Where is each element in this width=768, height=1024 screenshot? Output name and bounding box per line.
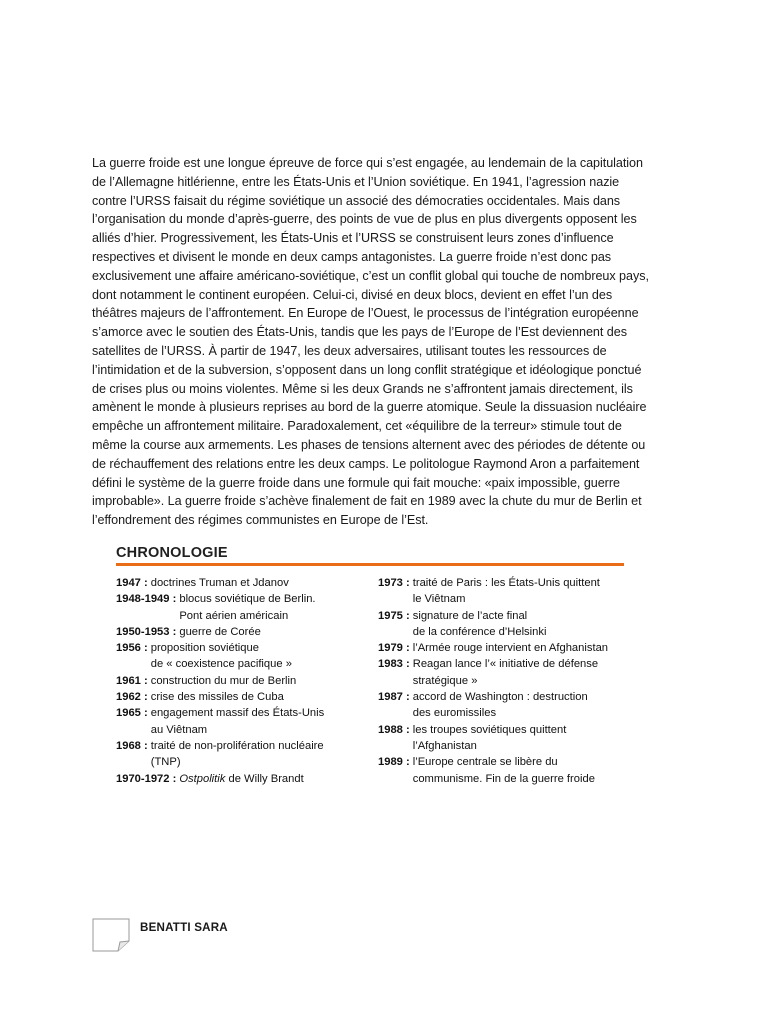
chronology-description-line: de « coexistence pacifique » <box>150 658 292 671</box>
paragraph-line: s’amorce avec le soutien des États-Unis, tandis que les pays de l’Europe de l’Est deviennent des <box>92 325 627 340</box>
chronology-description <box>148 705 325 738</box>
paragraph-line: l’intimidation et de la subversion, s’opposent dans un long conflit stratégique et idéologique ponctué <box>92 362 642 377</box>
chronology-description <box>410 575 600 608</box>
chronology-year: 1983 : <box>378 658 410 671</box>
paragraph-line: de crises plus ou moins violentes. Même si les deux Grands ne s’affrontent jamais directement, ils <box>92 381 633 396</box>
chronology-year: 1968 : <box>116 739 148 752</box>
page-footer <box>92 918 292 952</box>
chronology-year: 1947 : <box>116 577 148 589</box>
chronology-year: 1962 : <box>116 691 148 704</box>
intro-paragraph <box>92 154 682 530</box>
paragraph-line: même la course aux armements. Les phases de tensions alternent avec des périodes de détente ou <box>92 437 646 452</box>
chronology-description-line: Pont aérien américain <box>179 609 289 622</box>
chronology-description <box>410 608 547 641</box>
chronology-year: 1956 : <box>116 642 148 655</box>
chronology-year: 1950-1953 : <box>116 625 177 638</box>
chronology-description-line: des euromissiles <box>412 707 497 720</box>
chronology-description-line: signature de l’acte final <box>412 609 528 622</box>
paragraph-line: empêche un affrontement militaire. Paradoxalement, cet «équilibre de la terreur» stimule tout de <box>92 419 622 434</box>
chronology-right-column <box>378 575 630 787</box>
chronology-year: 1987 : <box>378 691 410 704</box>
chronology-description-line: accord de Washington : destruction <box>412 691 588 704</box>
chronology-year: 1979 : <box>378 642 410 655</box>
chronology-year: 1970-1972 : <box>116 772 177 785</box>
chronology-entry <box>378 689 630 722</box>
paragraph-line: l’effondrement des régimes communistes en Europe de l’Est. <box>92 513 429 528</box>
chronology-entry <box>116 640 368 673</box>
paragraph-line: dont notamment le continent européen. Celui-ci, divisé en deux blocs, devient en effet l’un des <box>92 287 613 302</box>
chronology-description <box>176 771 303 787</box>
chronology-year: 1988 : <box>378 723 410 736</box>
chronology-entry <box>116 738 368 771</box>
chronology-entry <box>378 575 630 608</box>
paragraph-line: improbable». La guerre froide s’achève finalement de fait en 1989 avec la chute du mur de Berlin et <box>92 494 642 509</box>
paragraph-line: satellites de l’URSS. À partir de 1947, les deux adversaires, utilisant toutes les ressources de <box>92 343 607 358</box>
chronology-entry <box>378 722 630 755</box>
chronology-description <box>176 624 260 640</box>
chronology-entry <box>378 754 630 787</box>
chronology-description-line: blocus soviétique de Berlin. <box>179 593 316 606</box>
chronology-description <box>148 575 289 591</box>
chronology-entry <box>116 771 368 787</box>
paragraph-line: amènent le monde à plusieurs reprises au bord de la guerre atomique. Seule la dissuasion nucléaire <box>92 400 647 415</box>
paragraph-line: respectives et divisent le monde en deux camps antagonistes. La guerre froide n’est donc pas <box>92 249 612 264</box>
chronology-title: CHRONOLOGIE <box>116 545 228 561</box>
chronology-left-column <box>116 575 368 787</box>
chronology-entry <box>116 591 368 624</box>
chronology-description-line: les troupes soviétiques quittent <box>412 723 567 736</box>
paragraph-line: de l’Allemagne hitlérienne, entre les États-Unis et l’Union soviétique. En 1941, l’agression nazie <box>92 174 620 189</box>
chronology-description <box>148 738 324 771</box>
chronology-year: 1948-1949 : <box>116 593 177 606</box>
paragraph-line: alliés d’hier. Progressivement, les États-Unis et l’URSS se construisent leurs zones d’influence <box>92 231 614 246</box>
chronology-description <box>176 591 315 624</box>
chronology-description <box>148 673 297 689</box>
paragraph-line: défini le système de la guerre froide dans une formule qui fait mouche: «paix impossible, guerre <box>92 475 620 490</box>
chronology-entry <box>116 624 368 640</box>
chronology-description <box>410 722 567 755</box>
chronology-description-line: le Viêtnam <box>412 593 466 606</box>
chronology-description-line: de la conférence d’Helsinki <box>412 625 547 638</box>
chronology-box <box>116 544 624 795</box>
chronology-description-line: engagement massif des États-Unis <box>150 707 325 720</box>
chronology-description-line: guerre de Corée <box>179 625 261 638</box>
chronology-entry <box>116 689 368 705</box>
paragraph-line: contre l’URSS faisait du régime soviétique un associé des démocraties occidentales. Mais dans <box>92 193 621 208</box>
page-corner-icon <box>92 918 130 952</box>
chronology-description <box>410 689 588 722</box>
chronology-entry <box>378 656 630 689</box>
chronology-columns <box>116 575 624 795</box>
chronology-description-line: l’Europe centrale se libère du <box>412 756 558 769</box>
chronology-description-line: doctrines Truman et Jdanov <box>150 577 289 589</box>
chronology-entry <box>116 705 368 738</box>
paragraph-line: l’organisation du monde d’après-guerre, des points de vue de plus en plus divergents opposent les <box>92 212 637 227</box>
paragraph-line: théâtres majeurs de l’affrontement. En Europe de l’Ouest, le processus de l’intégration européenne <box>92 306 639 321</box>
chronology-year: 1961 : <box>116 674 148 687</box>
chronology-description-line: construction du mur de Berlin <box>150 674 297 687</box>
chronology-entry <box>116 673 368 689</box>
chronology-description-line: communisme. Fin de la guerre froide <box>412 772 595 785</box>
chronology-description-line: crise des missiles de Cuba <box>150 691 284 704</box>
chronology-entry <box>378 640 630 656</box>
chronology-description <box>148 640 292 673</box>
chronology-description-line: proposition soviétique <box>150 642 259 655</box>
chronology-entry <box>378 608 630 641</box>
chronology-description-line: traité de non-prolifération nucléaire <box>150 739 324 752</box>
chronology-year: 1973 : <box>378 577 410 589</box>
chronology-description-line: Reagan lance l’« initiative de défense <box>412 658 599 671</box>
author-name: BENATTI SARA <box>140 921 228 934</box>
chronology-description-line: l’Afghanistan <box>412 739 477 752</box>
paragraph-line: La guerre froide est une longue épreuve de force qui s’est engagée, au lendemain de la capitulation <box>92 156 643 170</box>
paragraph-line: exclusivement une affaire américano-soviétique, c’est un conflit global qui touche de nombreux pays, <box>92 268 649 283</box>
chronology-year: 1989 : <box>378 756 410 769</box>
chronology-description-line: traité de Paris : les États-Unis quittent <box>412 577 600 589</box>
chronology-description <box>410 656 598 689</box>
chronology-rule <box>116 563 624 566</box>
chronology-description <box>410 640 608 656</box>
chronology-description-line: stratégique » <box>412 674 478 687</box>
chronology-description <box>410 754 595 787</box>
paragraph-line: de réchauffement des relations entre les deux camps. Le politologue Raymond Aron a parfaitement <box>92 456 640 471</box>
chronology-description-line: au Viêtnam <box>150 723 208 736</box>
chronology-description <box>148 689 284 705</box>
chronology-description-line: l’Armée rouge intervient en Afghanistan <box>412 642 609 655</box>
chronology-description-line: (TNP) <box>150 756 181 769</box>
chronology-year: 1965 : <box>116 707 148 720</box>
chronology-description-line: Ostpolitik de Willy Brandt <box>179 772 304 785</box>
chronology-entry <box>116 575 368 591</box>
chronology-year: 1975 : <box>378 609 410 622</box>
